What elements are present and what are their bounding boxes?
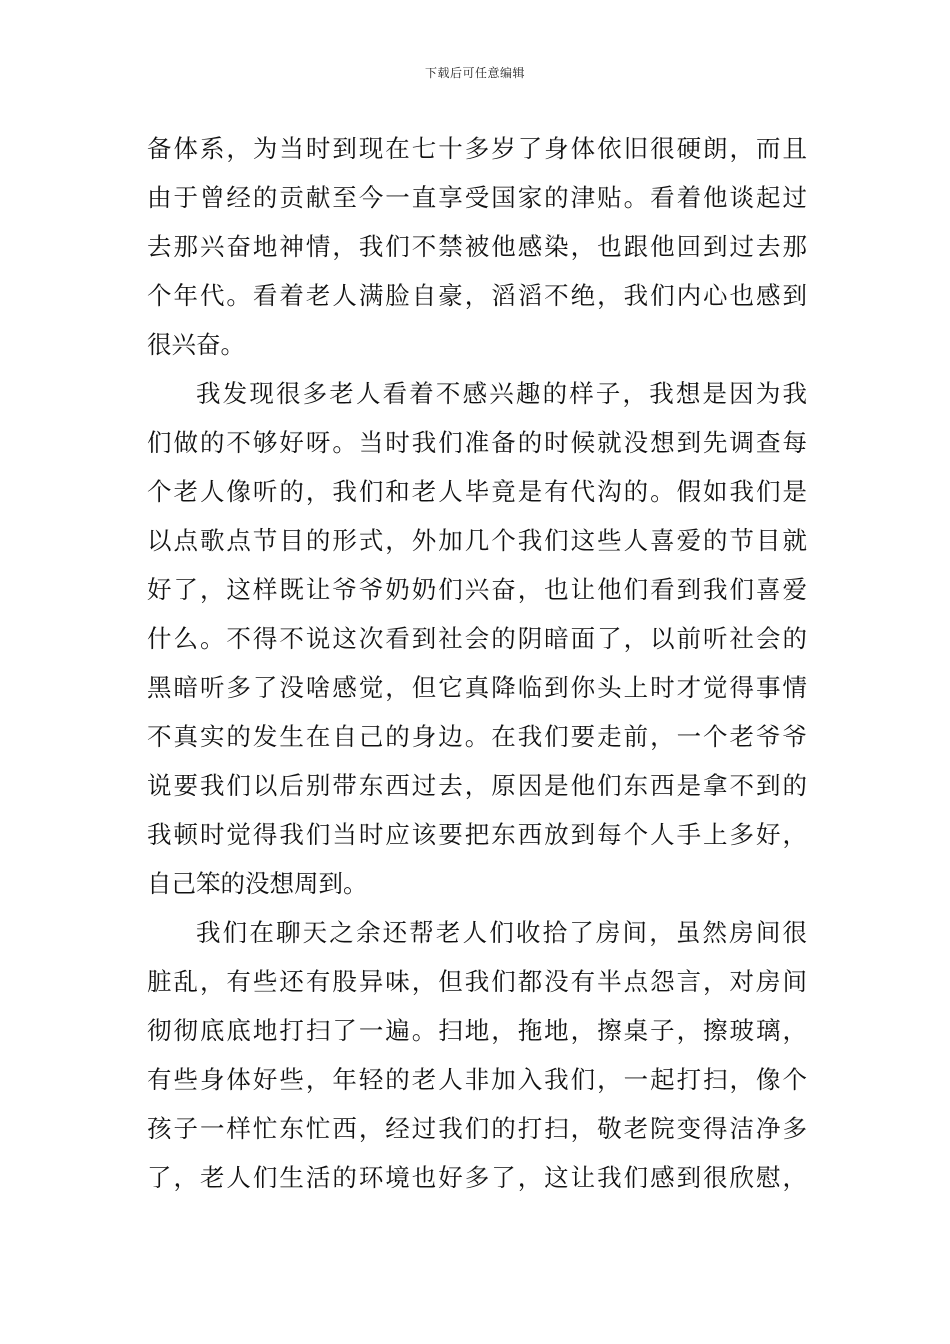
text-line: 以点歌点节目的形式，外加几个我们这些人喜爱的节目就 bbox=[147, 526, 807, 555]
text-line: 不真实的发生在自己的身边。在我们要走前，一个老爷爷 bbox=[147, 722, 807, 751]
text-line: 由于曾经的贡献至今一直享受国家的津贴。看着他谈起过 bbox=[147, 183, 807, 212]
text-line: 个老人像听的，我们和老人毕竟是有代沟的。假如我们是 bbox=[147, 477, 807, 506]
text-line: 孩子一样忙东忙西，经过我们的打扫，敬老院变得洁净多 bbox=[147, 1114, 807, 1143]
text-line: 脏乱，有些还有股异味，但我们都没有半点怨言，对房间 bbox=[147, 967, 807, 996]
text-line: 自己笨的没想周到。 bbox=[147, 869, 368, 898]
text-line: 我发现很多老人看着不感兴趣的样子，我想是因为我 bbox=[196, 379, 807, 408]
text-line: 好了，这样既让爷爷奶奶们兴奋，也让他们看到我们喜爱 bbox=[147, 575, 807, 604]
text-line: 黑暗听多了没啥感觉，但它真降临到你头上时才觉得事情 bbox=[147, 673, 807, 702]
page-header: 下载后可任意编辑 bbox=[424, 66, 525, 80]
text-line: 我们在聊天之余还帮老人们收拾了房间，虽然房间很 bbox=[196, 918, 807, 947]
text-line: 备体系，为当时到现在七十多岁了身体依旧很硬朗，而且 bbox=[147, 134, 807, 163]
text-line: 个年代。看着老人满脸自豪，滔滔不绝，我们内心也感到 bbox=[147, 281, 807, 310]
text-line: 了，老人们生活的环境也好多了，这让我们感到很欣慰， bbox=[147, 1163, 807, 1192]
text-line: 说要我们以后别带东西过去，原因是他们东西是拿不到的 bbox=[147, 771, 807, 800]
document-body bbox=[147, 124, 807, 1202]
text-line: 去那兴奋地神情，我们不禁被他感染，也跟他回到过去那 bbox=[147, 232, 807, 261]
text-line: 很兴奋。 bbox=[147, 330, 245, 359]
text-line: 什么。不得不说这次看到社会的阴暗面了，以前听社会的 bbox=[147, 624, 807, 653]
text-line: 们做的不够好呀。当时我们准备的时候就没想到先调查每 bbox=[147, 428, 807, 457]
text-line: 有些身体好些，年轻的老人非加入我们，一起打扫，像个 bbox=[147, 1065, 807, 1094]
text-line: 我顿时觉得我们当时应该要把东西放到每个人手上多好， bbox=[147, 820, 807, 849]
text-line: 彻彻底底地打扫了一遍。扫地，拖地，擦桌子，擦玻璃， bbox=[147, 1016, 807, 1045]
